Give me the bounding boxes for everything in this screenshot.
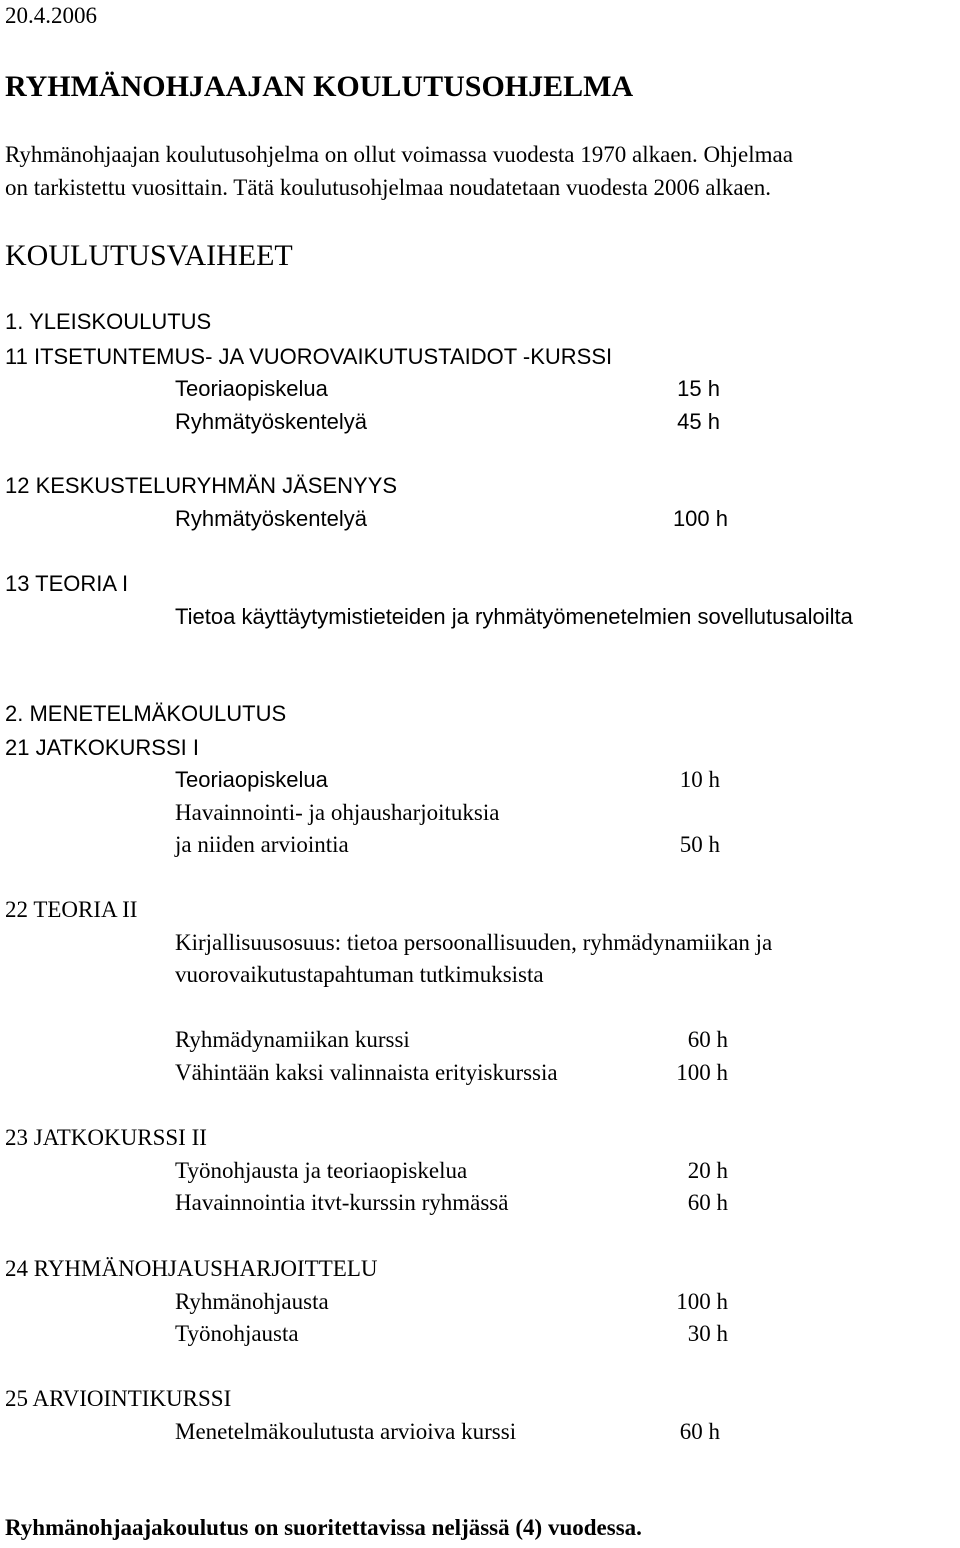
phase2-heading: 2. MENETELMÄKOULUTUS bbox=[5, 701, 287, 726]
course-22-row-hours: 60 h bbox=[687, 1027, 728, 1052]
course-24-row-hours: 30 h bbox=[687, 1321, 728, 1346]
phases-heading: KOULUTUSVAIHEET bbox=[5, 239, 293, 272]
course-25-row-hours: 60 h bbox=[679, 1419, 720, 1444]
course-25-title: 25 ARVIOINTIKURSSI bbox=[5, 1386, 232, 1411]
course-24-title: 24 RYHMÄNOHJAUSHARJOITTELU bbox=[5, 1256, 378, 1281]
course-21-row-label: Havainnointi- ja ohjausharjoituksia bbox=[175, 800, 500, 825]
course-21-row-hours: 10 h bbox=[679, 767, 720, 792]
intro-line-1: Ryhmänohjaajan koulutusohjelma on ollut voimassa vuodesta 1970 alkaen. Ohjelmaa bbox=[5, 142, 793, 167]
course-11-row-hours: 45 h bbox=[677, 409, 720, 434]
course-11-row-hours: 15 h bbox=[677, 376, 720, 401]
course-24-row-hours: 100 h bbox=[676, 1289, 728, 1314]
course-23-row-hours: 60 h bbox=[687, 1190, 728, 1215]
course-24-row-label: Työnohjausta bbox=[175, 1321, 299, 1346]
course-25-row-label: Menetelmäkoulutusta arvioiva kurssi bbox=[175, 1419, 517, 1444]
course-24-row-label: Ryhmänohjausta bbox=[175, 1289, 329, 1314]
course-21-row-label: ja niiden arviointia bbox=[175, 832, 349, 857]
course-22-row-hours: 100 h bbox=[676, 1060, 728, 1085]
course-12-row-hours: 100 h bbox=[672, 506, 728, 531]
course-13-text: Tietoa käyttäytymistieteiden ja ryhmätyömenetelmien sovellutusaloilta bbox=[175, 604, 853, 629]
course-22-row-label: Ryhmädynamiikan kurssi bbox=[175, 1027, 410, 1052]
footer-note: Ryhmänohjaajakoulutus on suoritettavissa neljässä (4) vuodessa. bbox=[5, 1515, 642, 1540]
course-13-title: 13 TEORIA I bbox=[5, 571, 129, 596]
course-12-title: 12 KESKUSTELURYHMÄN JÄSENYYS bbox=[5, 473, 398, 498]
course-11-title: 11 ITSETUNTEMUS- JA VUOROVAIKUTUSTAIDOT -KURSSI bbox=[5, 344, 613, 369]
phase1-heading: 1. YLEISKOULUTUS bbox=[5, 309, 212, 334]
course-23-title: 23 JATKOKURSSI II bbox=[5, 1125, 207, 1150]
intro-line-2: on tarkistettu vuosittain. Tätä koulutusohjelmaa noudatetaan vuodesta 2006 alkaen. bbox=[5, 175, 772, 200]
document-title: RYHMÄNOHJAAJAN KOULUTUSOHJELMA bbox=[5, 70, 634, 103]
course-11-row-label: Teoriaopiskelua bbox=[175, 376, 328, 401]
document-date: 20.4.2006 bbox=[5, 3, 97, 28]
course-22-row-label: Vähintään kaksi valinnaista erityiskurssia bbox=[175, 1060, 558, 1085]
course-22-text-2: vuorovaikutustapahtuman tutkimuksista bbox=[175, 962, 544, 987]
course-22-title: 22 TEORIA II bbox=[5, 897, 138, 922]
course-23-row-label: Työnohjausta ja teoriaopiskelua bbox=[175, 1158, 468, 1183]
course-11-row-label: Ryhmätyöskentelyä bbox=[175, 409, 367, 434]
course-23-row-hours: 20 h bbox=[687, 1158, 728, 1183]
course-22-text-1: Kirjallisuusosuus: tietoa persoonallisuuden, ryhmädynamiikan ja bbox=[175, 930, 773, 955]
course-21-row-hours: 50 h bbox=[679, 832, 720, 857]
course-21-row-label: Teoriaopiskelua bbox=[175, 767, 328, 792]
course-12-row-label: Ryhmätyöskentelyä bbox=[175, 506, 367, 531]
course-21-title: 21 JATKOKURSSI I bbox=[5, 735, 199, 760]
course-23-row-label: Havainnointia itvt-kurssin ryhmässä bbox=[175, 1190, 509, 1215]
